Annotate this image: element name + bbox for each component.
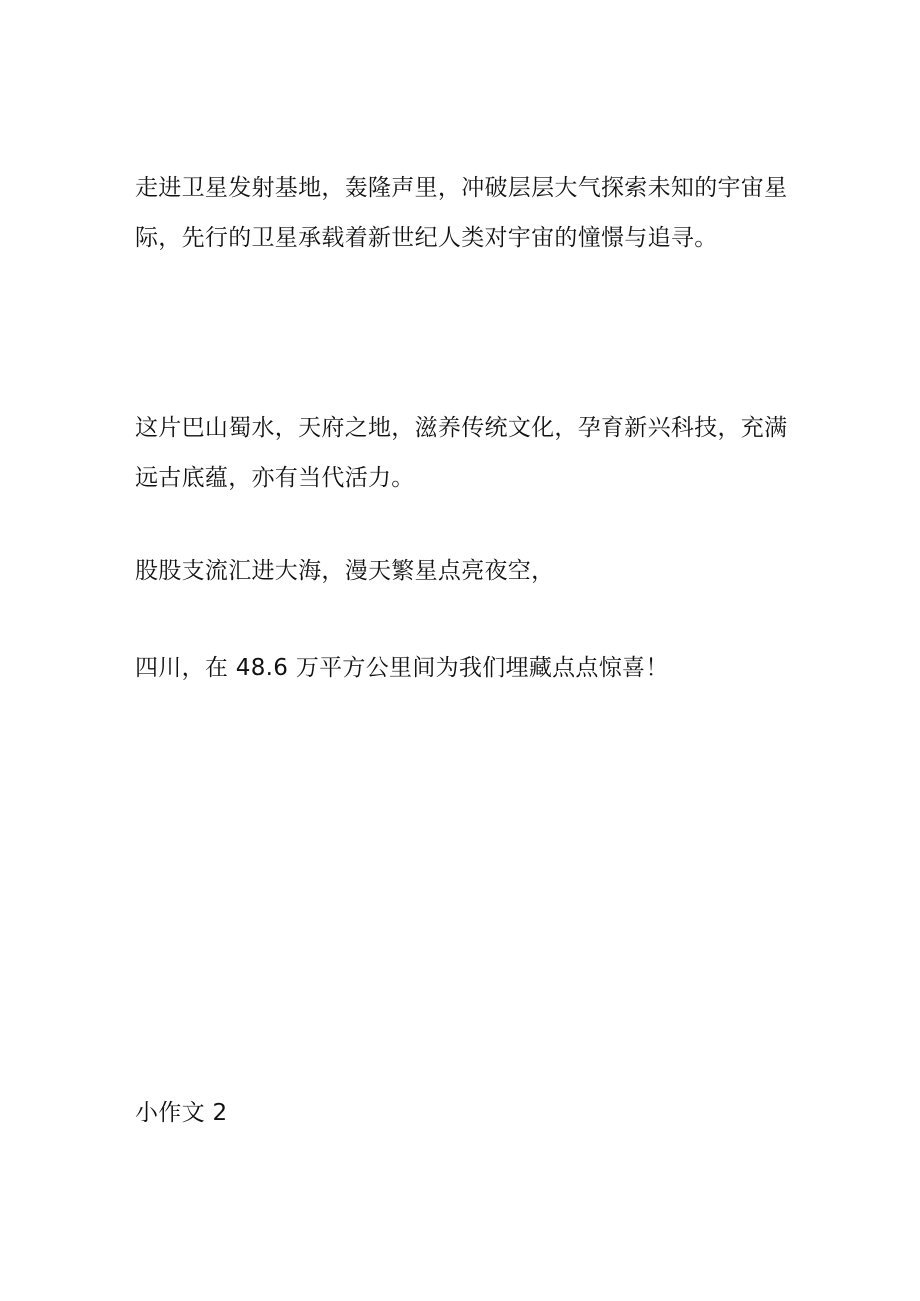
paragraph-sichuan-surprises: 四川，在 48.6 万平方公里间为我们埋藏点点惊喜！ bbox=[135, 655, 669, 681]
section-heading: 小作文 2 bbox=[135, 1100, 228, 1126]
paragraph-satellite-launch: 走进卫星发射基地，轰隆声里，冲破层层大气探索未知的宇宙星际，先行的卫星承载着新世纪人类对宇宙的憧憬与追寻。 bbox=[135, 175, 788, 251]
paragraph-rivers-stars: 股股支流汇进大海，漫天繁星点亮夜空， bbox=[135, 558, 555, 584]
paragraph-sichuan-land: 这片巴山蜀水，天府之地，滋养传统文化，孕育新兴科技，充满远古底蕴，亦有当代活力。 bbox=[135, 415, 788, 491]
